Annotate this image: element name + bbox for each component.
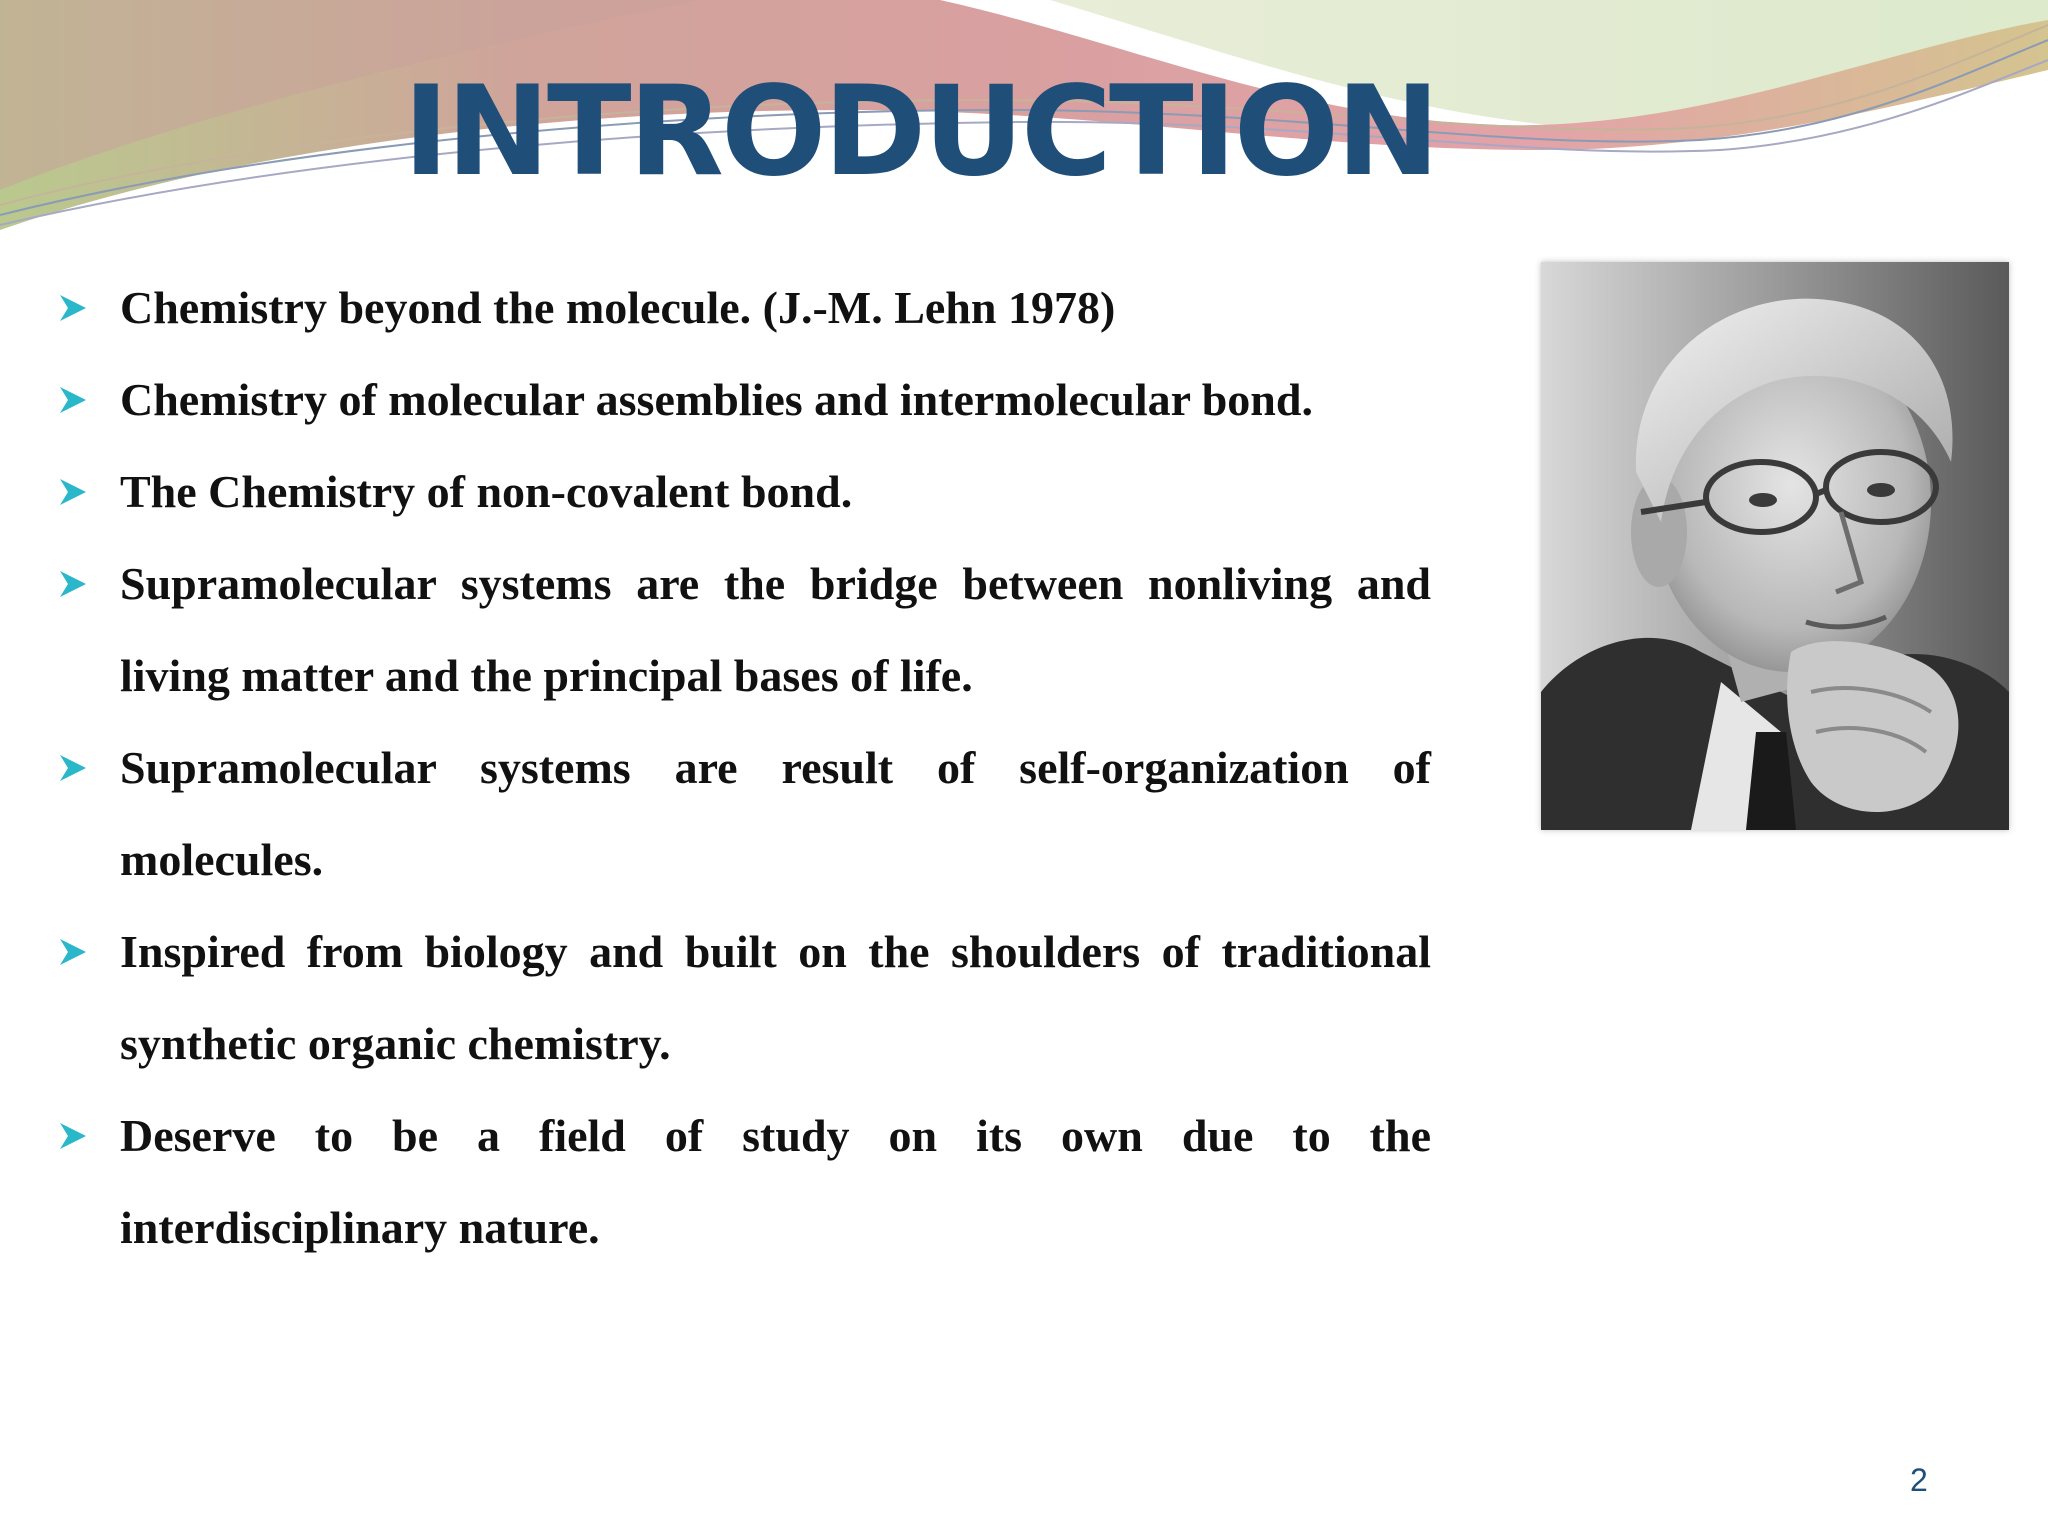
- bullet-list: [58, 262, 1431, 1274]
- list-item: [58, 354, 1431, 446]
- bullet-text: Supramolecular systems are result of self-organization of molecules.: [120, 742, 1431, 885]
- bullet-text: Inspired from biology and built on the shoulders of traditional synthetic organic chemistry.: [120, 926, 1431, 1069]
- bullet-text: The Chemistry of non-covalent bond.: [120, 466, 853, 517]
- bullet-text: Chemistry of molecular assemblies and intermolecular bond.: [120, 374, 1313, 425]
- list-item: [58, 1090, 1431, 1274]
- list-item: [58, 446, 1431, 538]
- arrow-right-icon: [58, 293, 88, 323]
- arrow-right-icon: [58, 937, 88, 967]
- arrow-right-icon: [58, 385, 88, 415]
- list-item: [58, 538, 1431, 722]
- bullet-text: Chemistry beyond the molecule. (J.-M. Lehn 1978): [120, 282, 1116, 333]
- page-number: 2: [1910, 1462, 1928, 1498]
- arrow-right-icon: [58, 1121, 88, 1151]
- arrow-right-icon: [58, 753, 88, 783]
- bullet-text: Supramolecular systems are the bridge between nonliving and living matter and the principal bases of life.: [120, 558, 1431, 701]
- list-item: [58, 906, 1431, 1090]
- list-item: [58, 722, 1431, 906]
- list-item: [58, 262, 1431, 354]
- arrow-right-icon: [58, 569, 88, 599]
- arrow-right-icon: [58, 477, 88, 507]
- portrait-photo: [1541, 262, 2009, 830]
- slide-title: INTRODUCTION: [403, 60, 1437, 204]
- bullet-text: Deserve to be a field of study on its own due to the interdisciplinary nature.: [120, 1110, 1431, 1253]
